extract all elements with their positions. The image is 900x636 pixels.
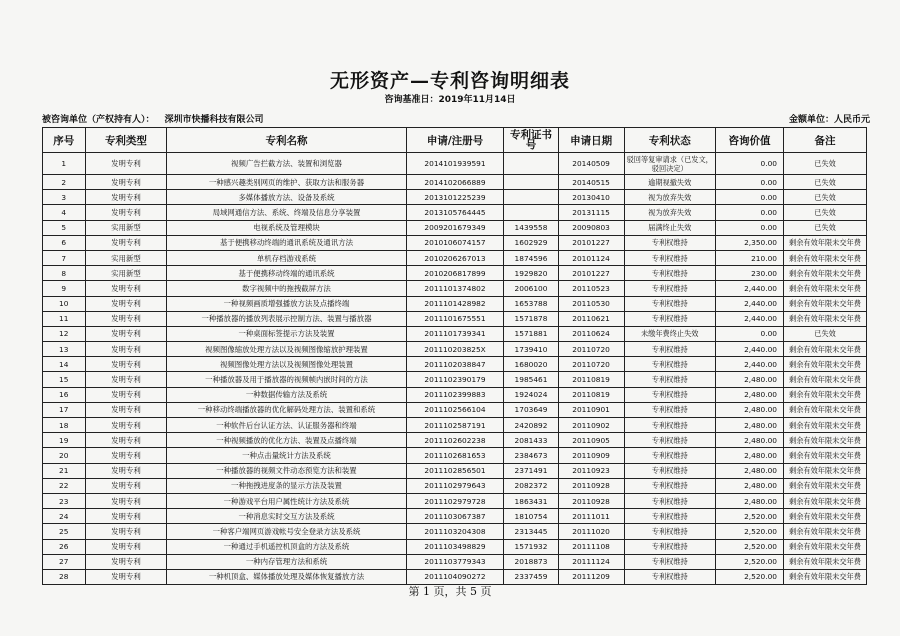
remark: 已失效 bbox=[783, 205, 866, 220]
patent-status: 专利权维持 bbox=[624, 387, 715, 402]
certificate-number: 2018873 bbox=[504, 554, 558, 569]
patent-type: 发明专利 bbox=[85, 569, 167, 584]
consult-value: 230.00 bbox=[715, 266, 783, 281]
consult-value: 2,350.00 bbox=[715, 235, 783, 250]
patent-status: 专利权维持 bbox=[624, 569, 715, 584]
certificate-number: 1571881 bbox=[504, 326, 558, 341]
application-date: 20110902 bbox=[558, 418, 624, 433]
patent-type: 发明专利 bbox=[85, 463, 167, 478]
application-date: 20090803 bbox=[558, 220, 624, 235]
certificate-number: 1810754 bbox=[504, 509, 558, 524]
row-no: 11 bbox=[43, 311, 86, 326]
table-row bbox=[43, 448, 867, 463]
certificate-number: 2082372 bbox=[504, 478, 558, 493]
row-no: 16 bbox=[43, 387, 86, 402]
application-date: 20110624 bbox=[558, 326, 624, 341]
patent-status: 专利权维持 bbox=[624, 478, 715, 493]
patent-type: 发明专利 bbox=[85, 357, 167, 372]
row-no: 18 bbox=[43, 418, 86, 433]
patent-type: 发明专利 bbox=[85, 418, 167, 433]
consult-value: 0.00 bbox=[715, 175, 783, 190]
remark: 剩余有效年限未交年费 bbox=[783, 402, 866, 417]
patent-type: 发明专利 bbox=[85, 478, 167, 493]
application-date: 20111124 bbox=[558, 554, 624, 569]
application-date: 20130410 bbox=[558, 190, 624, 205]
patent-status: 未缴年费终止失效 bbox=[624, 326, 715, 341]
patent-name: 视频图像缩放处理方法以及视频图像缩放护理装置 bbox=[167, 342, 406, 357]
patent-name: 基于便携移动终端的通讯系统及通讯方法 bbox=[167, 235, 406, 250]
patent-type: 发明专利 bbox=[85, 153, 167, 175]
patent-type: 发明专利 bbox=[85, 326, 167, 341]
application-date: 20110819 bbox=[558, 372, 624, 387]
table-row bbox=[43, 205, 867, 220]
row-no: 5 bbox=[43, 220, 86, 235]
patent-name: 一种通过手机遥控机顶盒的方法及系统 bbox=[167, 539, 406, 554]
row-no: 17 bbox=[43, 402, 86, 417]
patent-name: 视频图像处理方法以及视频图像处理装置 bbox=[167, 357, 406, 372]
patent-name: 一种内存管理方法和系统 bbox=[167, 554, 406, 569]
patent-status: 专利权维持 bbox=[624, 539, 715, 554]
row-no: 20 bbox=[43, 448, 86, 463]
patent-type: 发明专利 bbox=[85, 448, 167, 463]
certificate-number bbox=[504, 175, 558, 190]
table-row bbox=[43, 433, 867, 448]
patent-status: 专利权维持 bbox=[624, 418, 715, 433]
patent-status: 专利权维持 bbox=[624, 235, 715, 250]
remark: 剩余有效年限未交年费 bbox=[783, 554, 866, 569]
patent-name: 一种数据传输方法及系统 bbox=[167, 387, 406, 402]
application-date: 20110720 bbox=[558, 342, 624, 357]
application-number: 2011102979643 bbox=[406, 478, 504, 493]
patent-status: 视为放弃失效 bbox=[624, 205, 715, 220]
table-row bbox=[43, 478, 867, 493]
application-number: 201110203825X bbox=[406, 342, 504, 357]
application-number: 2011102390179 bbox=[406, 372, 504, 387]
patent-status: 逾期视撤失效 bbox=[624, 175, 715, 190]
consult-value: 210.00 bbox=[715, 250, 783, 265]
header-cert-no: 专利证书号 bbox=[504, 128, 558, 153]
table-row bbox=[43, 220, 867, 235]
header-status: 专利状态 bbox=[624, 128, 715, 153]
table-row bbox=[43, 418, 867, 433]
table-row bbox=[43, 524, 867, 539]
client-line bbox=[42, 112, 264, 125]
table-row bbox=[43, 509, 867, 524]
patent-status: 专利权维持 bbox=[624, 433, 715, 448]
patent-type: 发明专利 bbox=[85, 311, 167, 326]
page-title: 无形资产—专利咨询明细表 bbox=[329, 70, 570, 92]
row-no: 22 bbox=[43, 478, 86, 493]
patent-status: 专利权维持 bbox=[624, 311, 715, 326]
row-no: 10 bbox=[43, 296, 86, 311]
certificate-number: 1653788 bbox=[504, 296, 558, 311]
remark: 剩余有效年限未交年费 bbox=[783, 418, 866, 433]
patent-status: 专利权维持 bbox=[624, 296, 715, 311]
patent-type: 发明专利 bbox=[85, 235, 167, 250]
application-date: 20111209 bbox=[558, 569, 624, 584]
table-row bbox=[43, 250, 867, 265]
patent-name: 一种机顶盒、媒体播放处理及媒体恢复播放方法 bbox=[167, 569, 406, 584]
row-no: 1 bbox=[43, 153, 86, 175]
remark: 剩余有效年限未交年费 bbox=[783, 235, 866, 250]
application-date: 20131115 bbox=[558, 205, 624, 220]
application-number: 2011102856501 bbox=[406, 463, 504, 478]
remark: 剩余有效年限未交年费 bbox=[783, 296, 866, 311]
remark: 已失效 bbox=[783, 190, 866, 205]
row-no: 19 bbox=[43, 433, 86, 448]
client-name: 深圳市快播科技有限公司 bbox=[164, 115, 264, 125]
application-date: 20111020 bbox=[558, 524, 624, 539]
client-label: 被咨询单位（产权持有人）： bbox=[42, 115, 155, 125]
header-note: 备注 bbox=[783, 128, 866, 153]
application-number: 2011101739341 bbox=[406, 326, 504, 341]
consult-value: 2,440.00 bbox=[715, 311, 783, 326]
patent-name: 电视系统及管理模块 bbox=[167, 220, 406, 235]
certificate-number: 1602929 bbox=[504, 235, 558, 250]
table-body bbox=[43, 153, 867, 585]
table-row bbox=[43, 175, 867, 190]
certificate-number: 1439558 bbox=[504, 220, 558, 235]
table-row bbox=[43, 235, 867, 250]
remark: 剩余有效年限未交年费 bbox=[783, 448, 866, 463]
row-no: 25 bbox=[43, 524, 86, 539]
remark: 剩余有效年限未交年费 bbox=[783, 524, 866, 539]
certificate-number: 2081433 bbox=[504, 433, 558, 448]
remark: 剩余有效年限未交年费 bbox=[783, 433, 866, 448]
table-row bbox=[43, 311, 867, 326]
application-date: 20110621 bbox=[558, 311, 624, 326]
consult-value: 2,480.00 bbox=[715, 418, 783, 433]
table-header-row bbox=[43, 128, 867, 153]
certificate-number bbox=[504, 205, 558, 220]
certificate-number: 1739410 bbox=[504, 342, 558, 357]
patent-type: 发明专利 bbox=[85, 190, 167, 205]
patent-type: 发明专利 bbox=[85, 175, 167, 190]
row-no: 27 bbox=[43, 554, 86, 569]
patent-status: 专利权维持 bbox=[624, 402, 715, 417]
application-date: 20101227 bbox=[558, 266, 624, 281]
patent-status: 专利权维持 bbox=[624, 342, 715, 357]
row-no: 26 bbox=[43, 539, 86, 554]
consult-value: 2,440.00 bbox=[715, 357, 783, 372]
application-number: 2010206267013 bbox=[406, 250, 504, 265]
table-row bbox=[43, 296, 867, 311]
table-row bbox=[43, 326, 867, 341]
patent-type: 发明专利 bbox=[85, 554, 167, 569]
certificate-number: 1571932 bbox=[504, 539, 558, 554]
application-date: 20110901 bbox=[558, 402, 624, 417]
remark: 剩余有效年限未交年费 bbox=[783, 569, 866, 584]
application-date: 20110909 bbox=[558, 448, 624, 463]
patent-status: 视为放弃失效 bbox=[624, 190, 715, 205]
patent-type: 实用新型 bbox=[85, 266, 167, 281]
consult-value: 0.00 bbox=[715, 220, 783, 235]
application-number: 2011102681653 bbox=[406, 448, 504, 463]
row-no: 21 bbox=[43, 463, 86, 478]
row-no: 15 bbox=[43, 372, 86, 387]
application-number: 2011102587191 bbox=[406, 418, 504, 433]
consult-value: 2,480.00 bbox=[715, 493, 783, 508]
patent-name: 一种感兴趣类别网页的维护、获取方法和服务器 bbox=[167, 175, 406, 190]
certificate-number: 1985461 bbox=[504, 372, 558, 387]
patent-type: 发明专利 bbox=[85, 205, 167, 220]
patent-type: 发明专利 bbox=[85, 524, 167, 539]
application-number: 2011103498829 bbox=[406, 539, 504, 554]
table-row bbox=[43, 372, 867, 387]
patent-type: 实用新型 bbox=[85, 250, 167, 265]
row-no: 3 bbox=[43, 190, 86, 205]
header-app-no: 申请/注册号 bbox=[406, 128, 504, 153]
application-number: 2011103067387 bbox=[406, 509, 504, 524]
table-row bbox=[43, 342, 867, 357]
row-no: 13 bbox=[43, 342, 86, 357]
patent-type: 发明专利 bbox=[85, 539, 167, 554]
patent-type: 发明专利 bbox=[85, 296, 167, 311]
base-date: 咨询基准日：2019年11月14日 bbox=[384, 95, 516, 105]
row-no: 23 bbox=[43, 493, 86, 508]
patent-name: 基于便携移动终端的通讯系统 bbox=[167, 266, 406, 281]
table-row bbox=[43, 463, 867, 478]
patent-name: 一种客户端网页游戏帐号安全登录方法及系统 bbox=[167, 524, 406, 539]
row-no: 2 bbox=[43, 175, 86, 190]
remark: 已失效 bbox=[783, 175, 866, 190]
application-number: 2011103204308 bbox=[406, 524, 504, 539]
application-date: 20110720 bbox=[558, 357, 624, 372]
application-number: 2011101675551 bbox=[406, 311, 504, 326]
consult-value: 2,480.00 bbox=[715, 372, 783, 387]
patent-name: 一种软件后台认证方法、认证服务器和终端 bbox=[167, 418, 406, 433]
table-row bbox=[43, 281, 867, 296]
patent-type: 发明专利 bbox=[85, 509, 167, 524]
header-no: 序号 bbox=[43, 128, 86, 153]
patent-status: 专利权维持 bbox=[624, 554, 715, 569]
table-row bbox=[43, 357, 867, 372]
application-date: 20110928 bbox=[558, 493, 624, 508]
application-number: 2011101428982 bbox=[406, 296, 504, 311]
application-number: 2014101939591 bbox=[406, 153, 504, 175]
remark: 剩余有效年限未交年费 bbox=[783, 372, 866, 387]
application-date: 20110819 bbox=[558, 387, 624, 402]
application-number: 2013101225239 bbox=[406, 190, 504, 205]
certificate-number: 2337459 bbox=[504, 569, 558, 584]
patent-type: 实用新型 bbox=[85, 220, 167, 235]
patent-name: 一种视频画质增强播放方法及点播终端 bbox=[167, 296, 406, 311]
certificate-number: 2313445 bbox=[504, 524, 558, 539]
application-number: 2011102979728 bbox=[406, 493, 504, 508]
table-row bbox=[43, 554, 867, 569]
patent-status: 届满终止失效 bbox=[624, 220, 715, 235]
patent-status: 专利权维持 bbox=[624, 448, 715, 463]
remark: 已失效 bbox=[783, 220, 866, 235]
row-no: 7 bbox=[43, 250, 86, 265]
row-no: 28 bbox=[43, 569, 86, 584]
remark: 剩余有效年限未交年费 bbox=[783, 311, 866, 326]
remark: 剩余有效年限未交年费 bbox=[783, 357, 866, 372]
remark: 已失效 bbox=[783, 153, 866, 175]
table-row bbox=[43, 190, 867, 205]
table-row bbox=[43, 387, 867, 402]
page-number: 第 1 页，共 5 页 bbox=[408, 585, 492, 598]
patent-name: 一种播放器的视频文件动态预览方法和装置 bbox=[167, 463, 406, 478]
consult-value: 2,520.00 bbox=[715, 569, 783, 584]
patent-type: 发明专利 bbox=[85, 433, 167, 448]
application-number: 2010106074157 bbox=[406, 235, 504, 250]
certificate-number: 2371491 bbox=[504, 463, 558, 478]
row-no: 6 bbox=[43, 235, 86, 250]
application-date: 20110928 bbox=[558, 478, 624, 493]
application-number: 2011104090272 bbox=[406, 569, 504, 584]
patent-name: 一种桌面标签提示方法及装置 bbox=[167, 326, 406, 341]
certificate-number: 1924024 bbox=[504, 387, 558, 402]
patent-status: 专利权维持 bbox=[624, 372, 715, 387]
application-date: 20110905 bbox=[558, 433, 624, 448]
patent-name: 局域网通信方法、系统、终端及信息分享装置 bbox=[167, 205, 406, 220]
consult-value: 2,480.00 bbox=[715, 463, 783, 478]
patent-type: 发明专利 bbox=[85, 387, 167, 402]
patent-name: 一种消息实时交互方法及系统 bbox=[167, 509, 406, 524]
header-value: 咨询价值 bbox=[715, 128, 783, 153]
patent-name: 数字视频中的拖拽截屏方法 bbox=[167, 281, 406, 296]
consult-value: 0.00 bbox=[715, 326, 783, 341]
consult-value: 2,520.00 bbox=[715, 554, 783, 569]
certificate-number: 2420892 bbox=[504, 418, 558, 433]
application-number: 2011102602238 bbox=[406, 433, 504, 448]
patent-name: 一种移动终端播放器的优化解码处理方法、装置和系统 bbox=[167, 402, 406, 417]
consult-value: 0.00 bbox=[715, 153, 783, 175]
header-name: 专利名称 bbox=[167, 128, 406, 153]
certificate-number: 2384673 bbox=[504, 448, 558, 463]
certificate-number: 1680020 bbox=[504, 357, 558, 372]
remark: 剩余有效年限未交年费 bbox=[783, 266, 866, 281]
currency-unit: 金额单位：人民币元 bbox=[788, 115, 870, 125]
patent-name: 一种播放器的播放列表展示控制方法、装置与播放器 bbox=[167, 311, 406, 326]
certificate-number: 2006100 bbox=[504, 281, 558, 296]
table-row bbox=[43, 266, 867, 281]
table-row bbox=[43, 402, 867, 417]
certificate-number bbox=[504, 153, 558, 175]
certificate-number: 1863431 bbox=[504, 493, 558, 508]
application-date: 20140509 bbox=[558, 153, 624, 175]
remark: 剩余有效年限未交年费 bbox=[783, 539, 866, 554]
consult-value: 2,520.00 bbox=[715, 509, 783, 524]
patent-name: 一种点击量统计方法及系统 bbox=[167, 448, 406, 463]
application-date: 20101227 bbox=[558, 235, 624, 250]
consult-value: 2,480.00 bbox=[715, 478, 783, 493]
application-number: 2011102038847 bbox=[406, 357, 504, 372]
consult-value: 2,520.00 bbox=[715, 539, 783, 554]
patent-name: 视频广告拦截方法、装置和浏览器 bbox=[167, 153, 406, 175]
application-date: 20110530 bbox=[558, 296, 624, 311]
application-number: 2011101374802 bbox=[406, 281, 504, 296]
remark: 剩余有效年限未交年费 bbox=[783, 342, 866, 357]
application-date: 20140515 bbox=[558, 175, 624, 190]
certificate-number: 1929820 bbox=[504, 266, 558, 281]
patent-name: 单机存档游戏系统 bbox=[167, 250, 406, 265]
header-type: 专利类型 bbox=[85, 128, 167, 153]
application-number: 2014102066889 bbox=[406, 175, 504, 190]
remark: 剩余有效年限未交年费 bbox=[783, 281, 866, 296]
row-no: 12 bbox=[43, 326, 86, 341]
patent-table bbox=[42, 127, 867, 585]
certificate-number: 1703649 bbox=[504, 402, 558, 417]
patent-type: 发明专利 bbox=[85, 342, 167, 357]
patent-status: 专利权维持 bbox=[624, 493, 715, 508]
remark: 剩余有效年限未交年费 bbox=[783, 387, 866, 402]
consult-value: 2,480.00 bbox=[715, 448, 783, 463]
table-row bbox=[43, 493, 867, 508]
consult-value: 0.00 bbox=[715, 205, 783, 220]
patent-status: 专利权维持 bbox=[624, 463, 715, 478]
consult-value: 2,440.00 bbox=[715, 281, 783, 296]
row-no: 9 bbox=[43, 281, 86, 296]
remark: 剩余有效年限未交年费 bbox=[783, 493, 866, 508]
remark: 剩余有效年限未交年费 bbox=[783, 478, 866, 493]
application-number: 2011102399883 bbox=[406, 387, 504, 402]
patent-type: 发明专利 bbox=[85, 402, 167, 417]
certificate-number bbox=[504, 190, 558, 205]
patent-status: 专利权维持 bbox=[624, 266, 715, 281]
consult-value: 2,480.00 bbox=[715, 387, 783, 402]
row-no: 24 bbox=[43, 509, 86, 524]
consult-value: 2,440.00 bbox=[715, 296, 783, 311]
patent-name: 多媒体播放方法、设备及系统 bbox=[167, 190, 406, 205]
application-number: 2010206817899 bbox=[406, 266, 504, 281]
patent-status: 专利权维持 bbox=[624, 357, 715, 372]
patent-status: 专利权维持 bbox=[624, 524, 715, 539]
remark: 剩余有效年限未交年费 bbox=[783, 509, 866, 524]
patent-name: 一种视频播放的优化方法、装置及点播终端 bbox=[167, 433, 406, 448]
application-number: 2011102566104 bbox=[406, 402, 504, 417]
patent-status: 驳回等复审请求（已发文，驳回决定） bbox=[624, 153, 715, 175]
application-date: 20111011 bbox=[558, 509, 624, 524]
application-date: 20111108 bbox=[558, 539, 624, 554]
patent-type: 发明专利 bbox=[85, 372, 167, 387]
application-number: 2013105764445 bbox=[406, 205, 504, 220]
patent-name: 一种游戏平台用户属性统计方法及系统 bbox=[167, 493, 406, 508]
patent-status: 专利权维持 bbox=[624, 250, 715, 265]
row-no: 8 bbox=[43, 266, 86, 281]
certificate-number: 1571878 bbox=[504, 311, 558, 326]
table-row bbox=[43, 153, 867, 175]
consult-value: 0.00 bbox=[715, 190, 783, 205]
application-date: 20110923 bbox=[558, 463, 624, 478]
certificate-number: 1874596 bbox=[504, 250, 558, 265]
remark: 剩余有效年限未交年费 bbox=[783, 463, 866, 478]
remark: 剩余有效年限未交年费 bbox=[783, 250, 866, 265]
header-date: 申请日期 bbox=[558, 128, 624, 153]
patent-status: 专利权维持 bbox=[624, 281, 715, 296]
row-no: 14 bbox=[43, 357, 86, 372]
patent-type: 发明专利 bbox=[85, 281, 167, 296]
row-no: 4 bbox=[43, 205, 86, 220]
application-number: 2011103779343 bbox=[406, 554, 504, 569]
patent-name: 一种播放器及用于播放器的视频帧内嵌时间的方法 bbox=[167, 372, 406, 387]
consult-value: 2,480.00 bbox=[715, 402, 783, 417]
consult-value: 2,520.00 bbox=[715, 524, 783, 539]
patent-type: 发明专利 bbox=[85, 493, 167, 508]
table-row bbox=[43, 539, 867, 554]
application-date: 20101124 bbox=[558, 250, 624, 265]
consult-value: 2,440.00 bbox=[715, 342, 783, 357]
application-number: 2009201679349 bbox=[406, 220, 504, 235]
patent-name: 一种拖拽进度条的显示方法及装置 bbox=[167, 478, 406, 493]
remark: 已失效 bbox=[783, 326, 866, 341]
consult-value: 2,480.00 bbox=[715, 433, 783, 448]
patent-status: 专利权维持 bbox=[624, 509, 715, 524]
application-date: 20110523 bbox=[558, 281, 624, 296]
